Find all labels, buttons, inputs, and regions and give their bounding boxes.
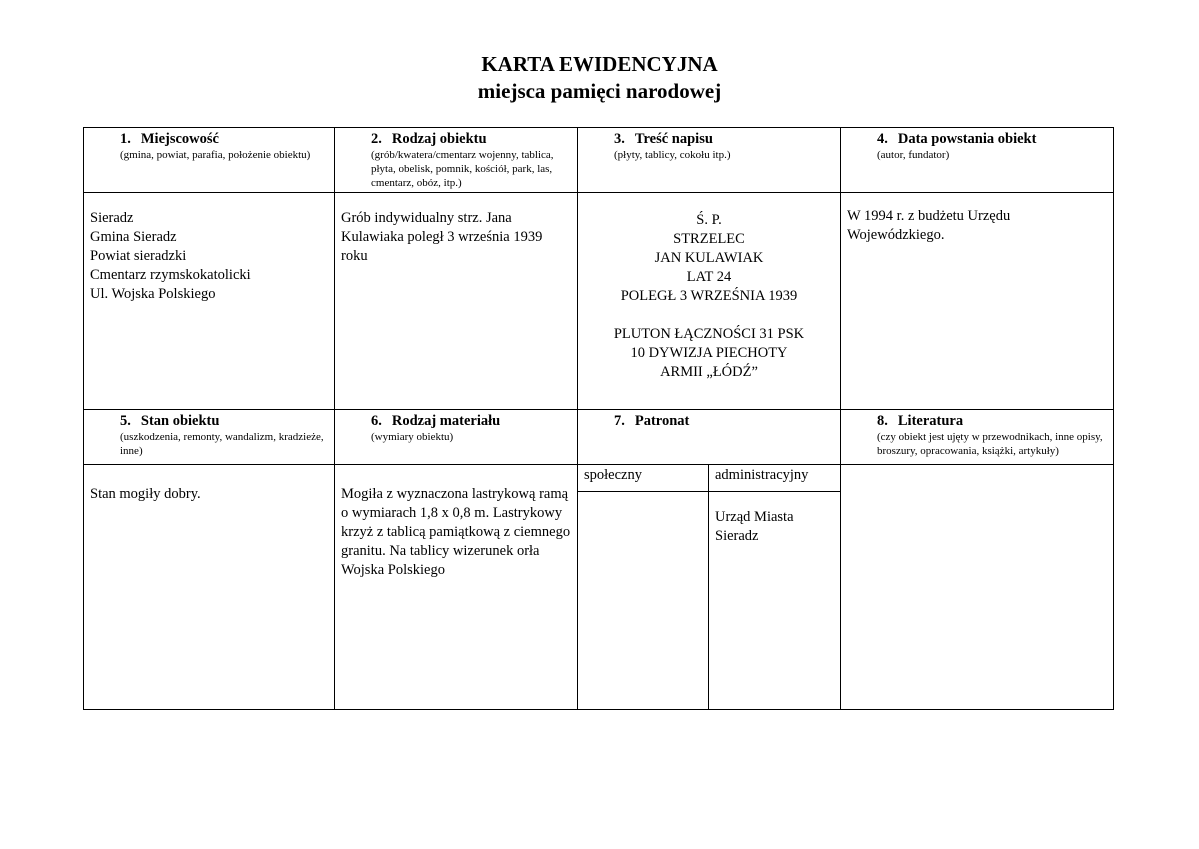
location-line: Powiat sieradzki — [90, 248, 187, 264]
header-literatura — [841, 410, 1114, 465]
header-rodzaj-obiektu — [335, 128, 578, 193]
cell-tresc-napisu — [578, 193, 841, 410]
header-label: Miejscowość — [140, 131, 219, 147]
cell-rodzaj-obiektu — [335, 193, 578, 410]
header-label: Data powstania obiekt — [897, 131, 1037, 147]
record-card-table — [83, 127, 1114, 710]
header-label: Treść napisu — [634, 131, 713, 147]
header-miejscowosc — [84, 128, 335, 193]
header-description: (uszkodzenia, remonty, wandalizm, kradzieże, inne) — [120, 431, 324, 457]
patronat-spoleczny-value — [578, 492, 708, 508]
header-label: Patronat — [634, 413, 690, 429]
header-description: (płyty, tablicy, cokołu itp.) — [614, 149, 731, 161]
header-description: (wymiary obiektu) — [371, 431, 454, 443]
cell-patronat — [578, 465, 841, 710]
document-title: KARTA EWIDENCYJNA — [481, 52, 718, 76]
patronat-administracyjny-value: Urząd Miasta Sieradz — [715, 509, 794, 544]
header-number: 3. — [614, 131, 625, 147]
header-number: 2. — [371, 131, 382, 147]
header-data-powstania — [841, 128, 1114, 193]
header-description: (autor, fundator) — [877, 149, 950, 161]
header-row-1 — [84, 128, 1114, 193]
object-type-text: Grób indywidualny strz. Jana Kulawiaka poległ 3 września 1939 roku — [341, 210, 543, 264]
header-number: 5. — [120, 413, 131, 429]
body-row-2 — [84, 465, 1114, 710]
patronat-administracyjny-column — [708, 465, 840, 709]
header-row-2 — [84, 410, 1114, 465]
patronat-administracyjny-label: administracyjny — [709, 465, 840, 492]
header-number: 4. — [877, 131, 888, 147]
location-line: Gmina Sieradz — [90, 229, 177, 245]
inscription-line: JAN KULAWIAK — [654, 250, 764, 266]
header-tresc-napisu — [578, 128, 841, 193]
location-line: Ul. Wojska Polskiego — [90, 286, 216, 302]
cell-literatura — [841, 465, 1114, 710]
inscription-line: ARMII „ŁÓDŹ” — [660, 364, 758, 380]
cell-miejscowosc — [84, 193, 335, 410]
body-row-1 — [84, 193, 1114, 410]
patronat-spoleczny-label: społeczny — [578, 465, 708, 492]
inscription-line: PLUTON ŁĄCZNOŚCI 31 PSK — [613, 326, 805, 342]
header-description: (czy obiekt jest ujęty w przewodnikach, inne opisy, broszury, opracowania, książki, artykuły) — [877, 431, 1103, 457]
inscription-line: 10 DYWIZJA PIECHOTY — [630, 345, 788, 361]
material-text: Mogiła z wyznaczona lastrykową ramą o wymiarach 1,8 x 0,8 m. Lastrykowy krzyż z tablicą pamiątkową z ciemnego granitu. Na tablicy wizerunek orła Wojska Polskiego — [341, 486, 571, 578]
header-label: Literatura — [897, 413, 964, 429]
document-subtitle: miejsca pamięci narodowej — [477, 79, 722, 103]
header-rodzaj-materialu — [335, 410, 578, 465]
literature-text — [841, 465, 1113, 489]
condition-text: Stan mogiły dobry. — [90, 486, 201, 502]
header-label: Stan obiektu — [140, 413, 220, 429]
inscription-line: POLEGŁ 3 WRZEŚNIA 1939 — [620, 288, 798, 304]
inscription-line: LAT 24 — [686, 269, 732, 285]
location-line: Sieradz — [90, 210, 134, 226]
header-stan-obiektu — [84, 410, 335, 465]
patronat-spoleczny-column — [578, 465, 708, 709]
header-number: 8. — [877, 413, 888, 429]
cell-stan-obiektu — [84, 465, 335, 710]
inscription-line: Ś. P. — [696, 212, 722, 228]
location-line: Cmentarz rzymskokatolicki — [90, 267, 251, 283]
header-description: (grób/kwatera/cmentarz wojenny, tablica, płyta, obelisk, pomnik, kościół, park, las, cmentarz, obóz, itp.) — [371, 149, 554, 189]
header-patronat — [578, 410, 841, 465]
creation-date-text: W 1994 r. z budżetu Urzędu Wojewódzkiego. — [847, 208, 1011, 243]
header-label: Rodzaj obiektu — [391, 131, 487, 147]
header-label: Rodzaj materiału — [391, 413, 501, 429]
cell-rodzaj-materialu — [335, 465, 578, 710]
inscription-line: STRZELEC — [673, 231, 745, 247]
cell-data-powstania — [841, 193, 1114, 410]
header-number: 7. — [614, 413, 625, 429]
header-number: 6. — [371, 413, 382, 429]
header-description: (gmina, powiat, parafia, położenie obiektu) — [120, 149, 311, 161]
header-number: 1. — [120, 131, 131, 147]
